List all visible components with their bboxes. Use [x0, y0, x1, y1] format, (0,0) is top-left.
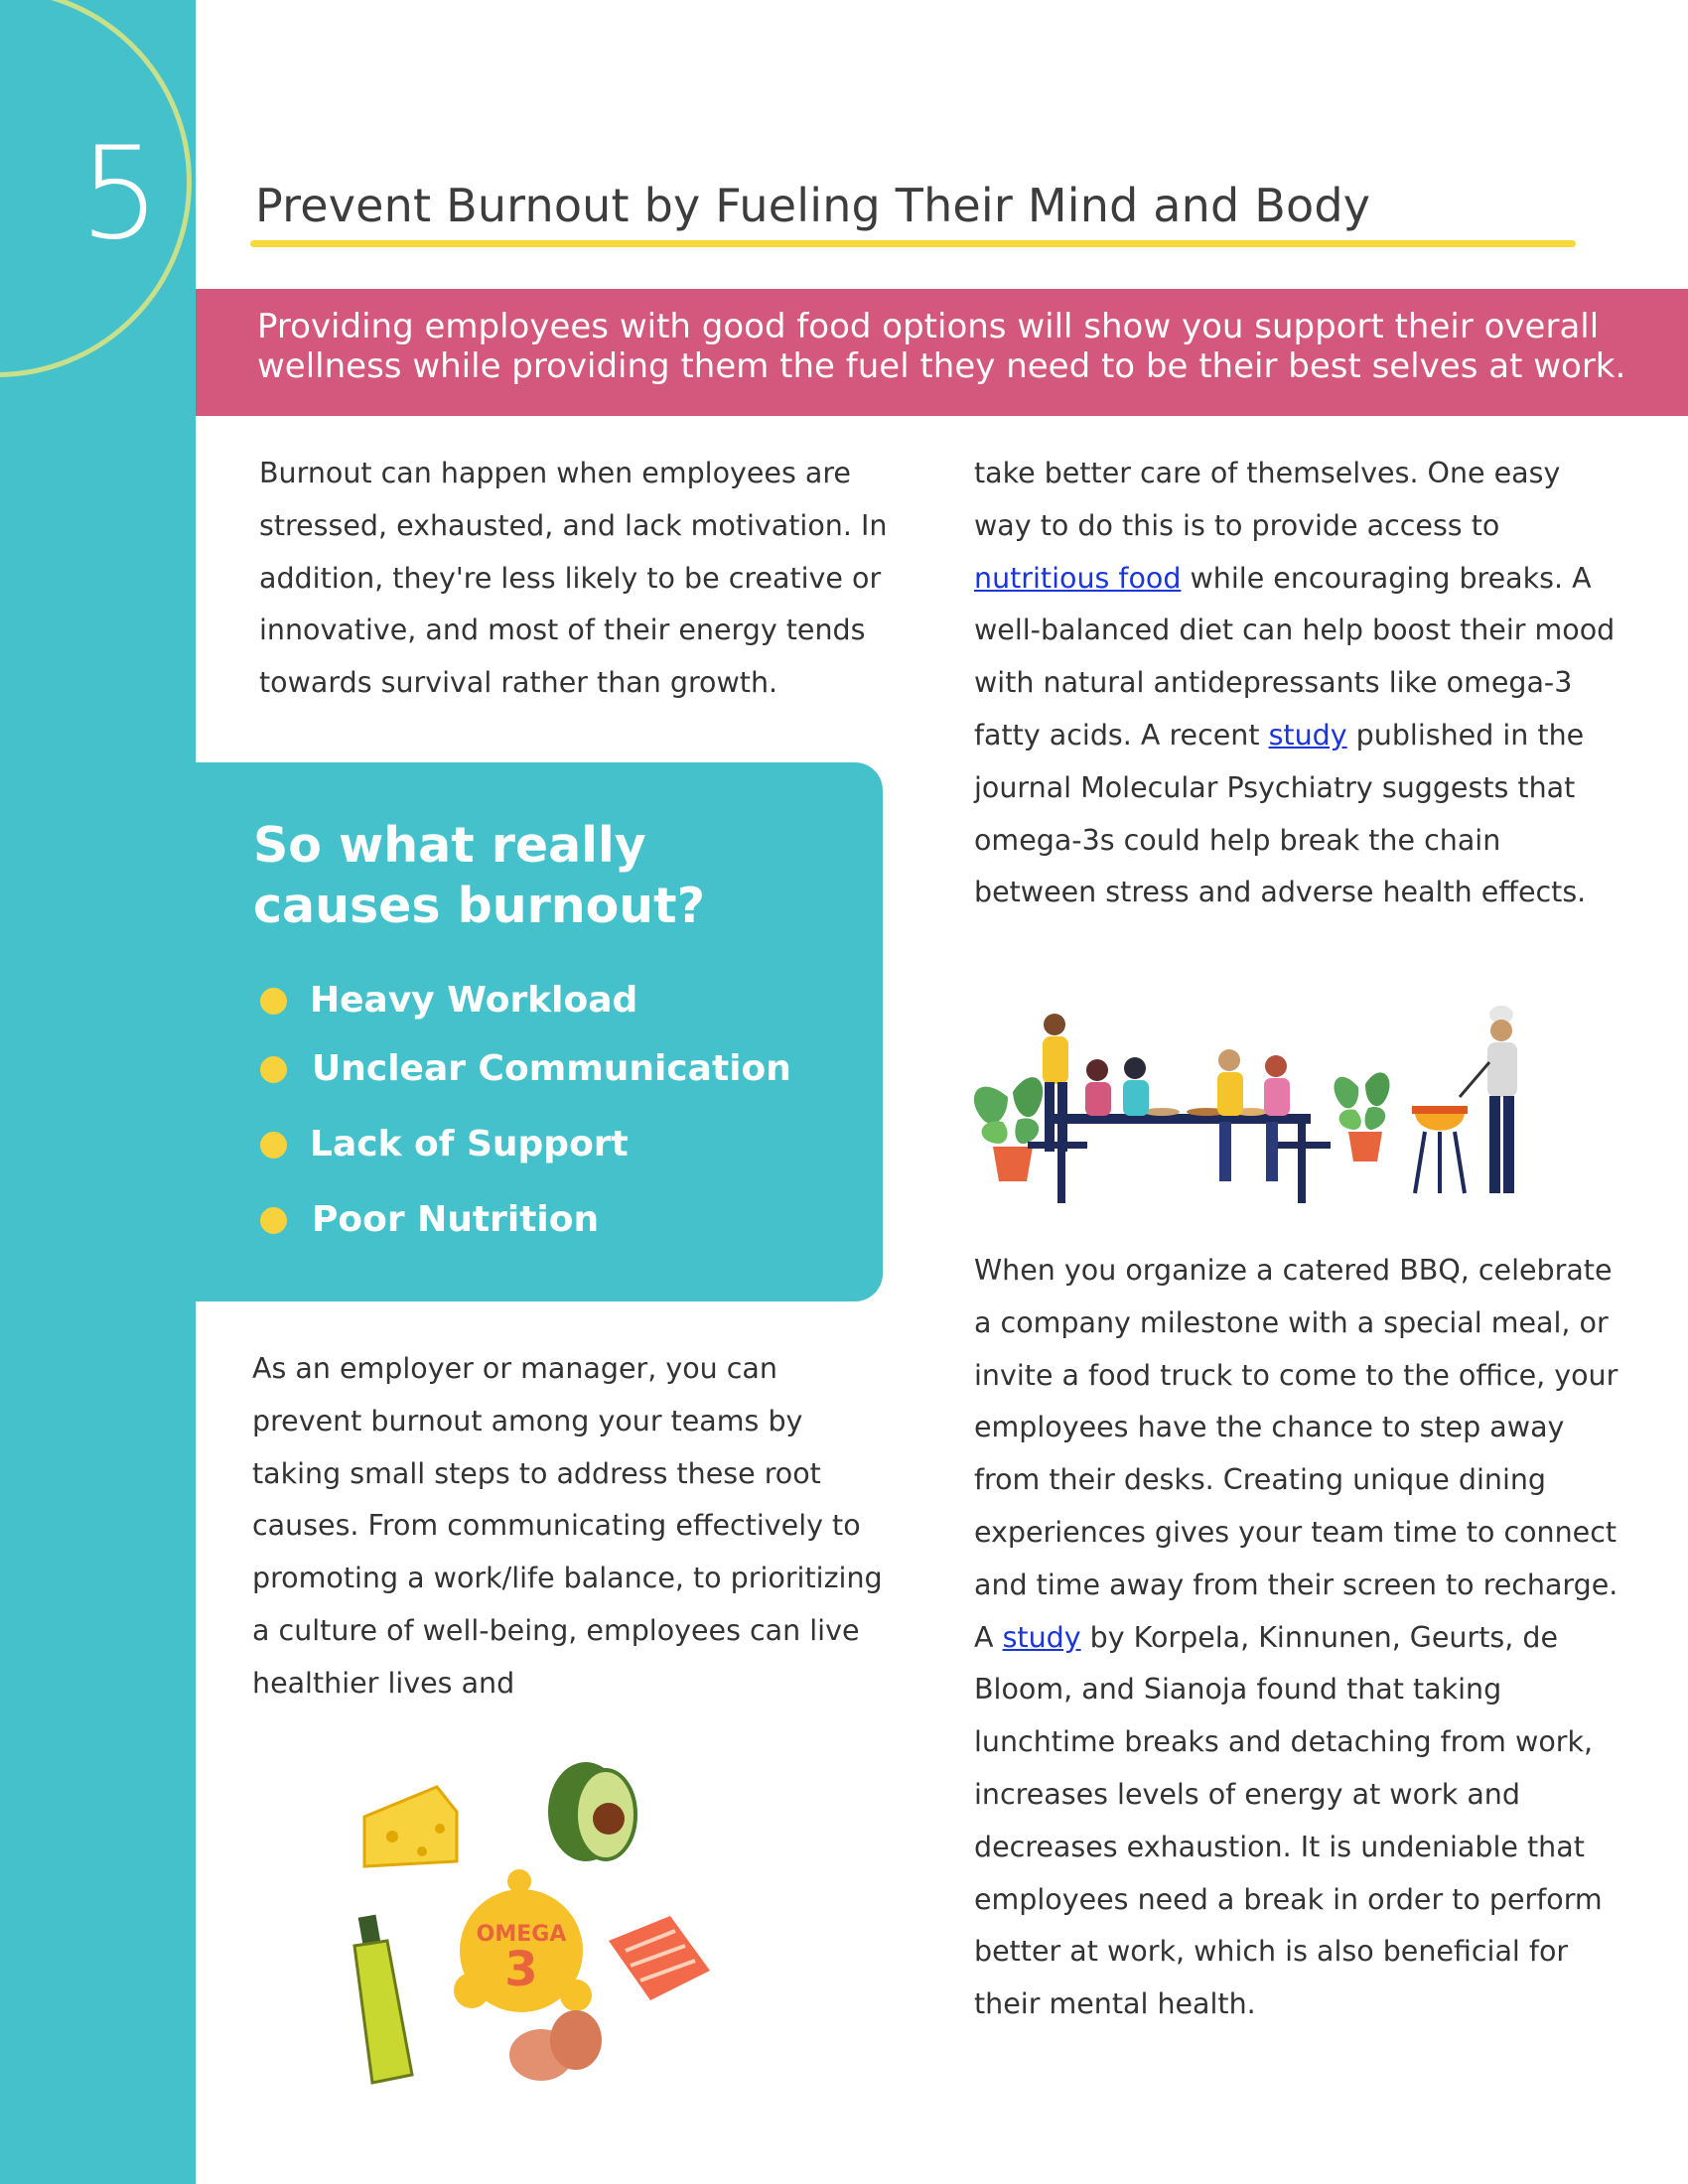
bullet-dot-icon — [260, 1132, 287, 1159]
chef-icon — [1460, 1006, 1517, 1193]
callout-title: So what really causes burnout? — [253, 817, 706, 934]
column1-closing-paragraph: As an employer or manager, you can prevent burnout among your teams by taking small steps to address these root causes. From communicating effectively to promoting a work/life balance, to prioritizing a culture of well-being, employees can live healthier lives and — [252, 1352, 883, 1700]
study-link-1[interactable]: study — [1268, 718, 1347, 751]
salmon-icon — [609, 1916, 710, 2000]
cause-label: Poor Nutrition — [312, 1199, 600, 1240]
column1-intro-paragraph: Burnout can happen when employees are stressed, exhausted, and lack motivation. In addition, they're less likely to be creative or innovative, and most of their energy tends towards survival rather than growth. — [259, 457, 888, 700]
team-bbq-illustration — [963, 1003, 1559, 1213]
text-run: take better care of themselves. One easy way to do this is to provide access to — [974, 457, 1561, 542]
text-run: while encouraging breaks. A well-balanced diet can help boost their mood with natural antidepressants like omega-3 fatty acids. A recent — [974, 561, 1616, 751]
potted-plant-left-icon — [974, 1077, 1043, 1181]
title-underline — [250, 240, 1576, 247]
cheese-icon — [364, 1787, 457, 1866]
text-run: published in the journal Molecular Psychiatry suggests that omega-3s could help break the chain between stress and adverse health effects. — [974, 718, 1587, 909]
bullet-dot-icon — [260, 1056, 287, 1083]
cause-label: Heavy Workload — [310, 980, 638, 1021]
eggs-icon — [509, 2010, 602, 2081]
bbq-grill-icon — [1412, 1106, 1468, 1193]
banner-line-1: Providing employees with good food options will show you support their overall — [257, 307, 1600, 346]
healthy-food-illustration — [343, 1757, 730, 2095]
dining-table-icon — [1028, 1108, 1331, 1203]
text-run: by Korpela, Kinnunen, Geurts, de Bloom, and Sianoja found that taking lunchtime breaks and detaching from work, increases levels of energy at work and decreases exhaustion. It is undeniable that employees need a break in order to perform better at work, which is also beneficial for their mental health. — [974, 1620, 1603, 2021]
bullet-dot-icon — [260, 1207, 287, 1234]
study-link-2[interactable]: study — [1002, 1620, 1081, 1654]
olive-oil-bottle-icon — [354, 1915, 412, 2083]
omega-3-icon — [454, 1869, 592, 2012]
avocado-icon — [548, 1762, 635, 1861]
column2-paragraph-2 — [974, 1245, 1619, 2031]
burnout-causes-callout — [196, 762, 883, 1301]
omega-label: OMEGA — [476, 1922, 567, 1947]
column2-paragraph-1 — [974, 448, 1619, 919]
intro-banner — [196, 289, 1688, 416]
bullet-dot-icon — [260, 988, 287, 1015]
potted-plant-right-icon — [1334, 1072, 1389, 1161]
banner-line-2: wellness while providing them the fuel they need to be their best selves at work. — [257, 346, 1626, 386]
cause-label: Lack of Support — [310, 1124, 629, 1164]
omega-number: 3 — [504, 1942, 538, 1997]
text-run: When you organize a catered BBQ, celebrate a company milestone with a special meal, or invite a food truck to come to the office, your employees have the chance to step away from their desks. Creating unique dining experiences gives your team time to connect and time away from their screen to recharge. A — [974, 1254, 1618, 1654]
person-standing-icon — [1043, 1014, 1068, 1152]
chapter-number: 5 — [79, 120, 161, 268]
cause-label: Unclear Communication — [312, 1048, 791, 1089]
nutritious-food-link[interactable]: nutritious food — [974, 561, 1182, 595]
page-title: Prevent Burnout by Fueling Their Mind and Body — [255, 179, 1371, 232]
banner-text — [257, 307, 1667, 386]
